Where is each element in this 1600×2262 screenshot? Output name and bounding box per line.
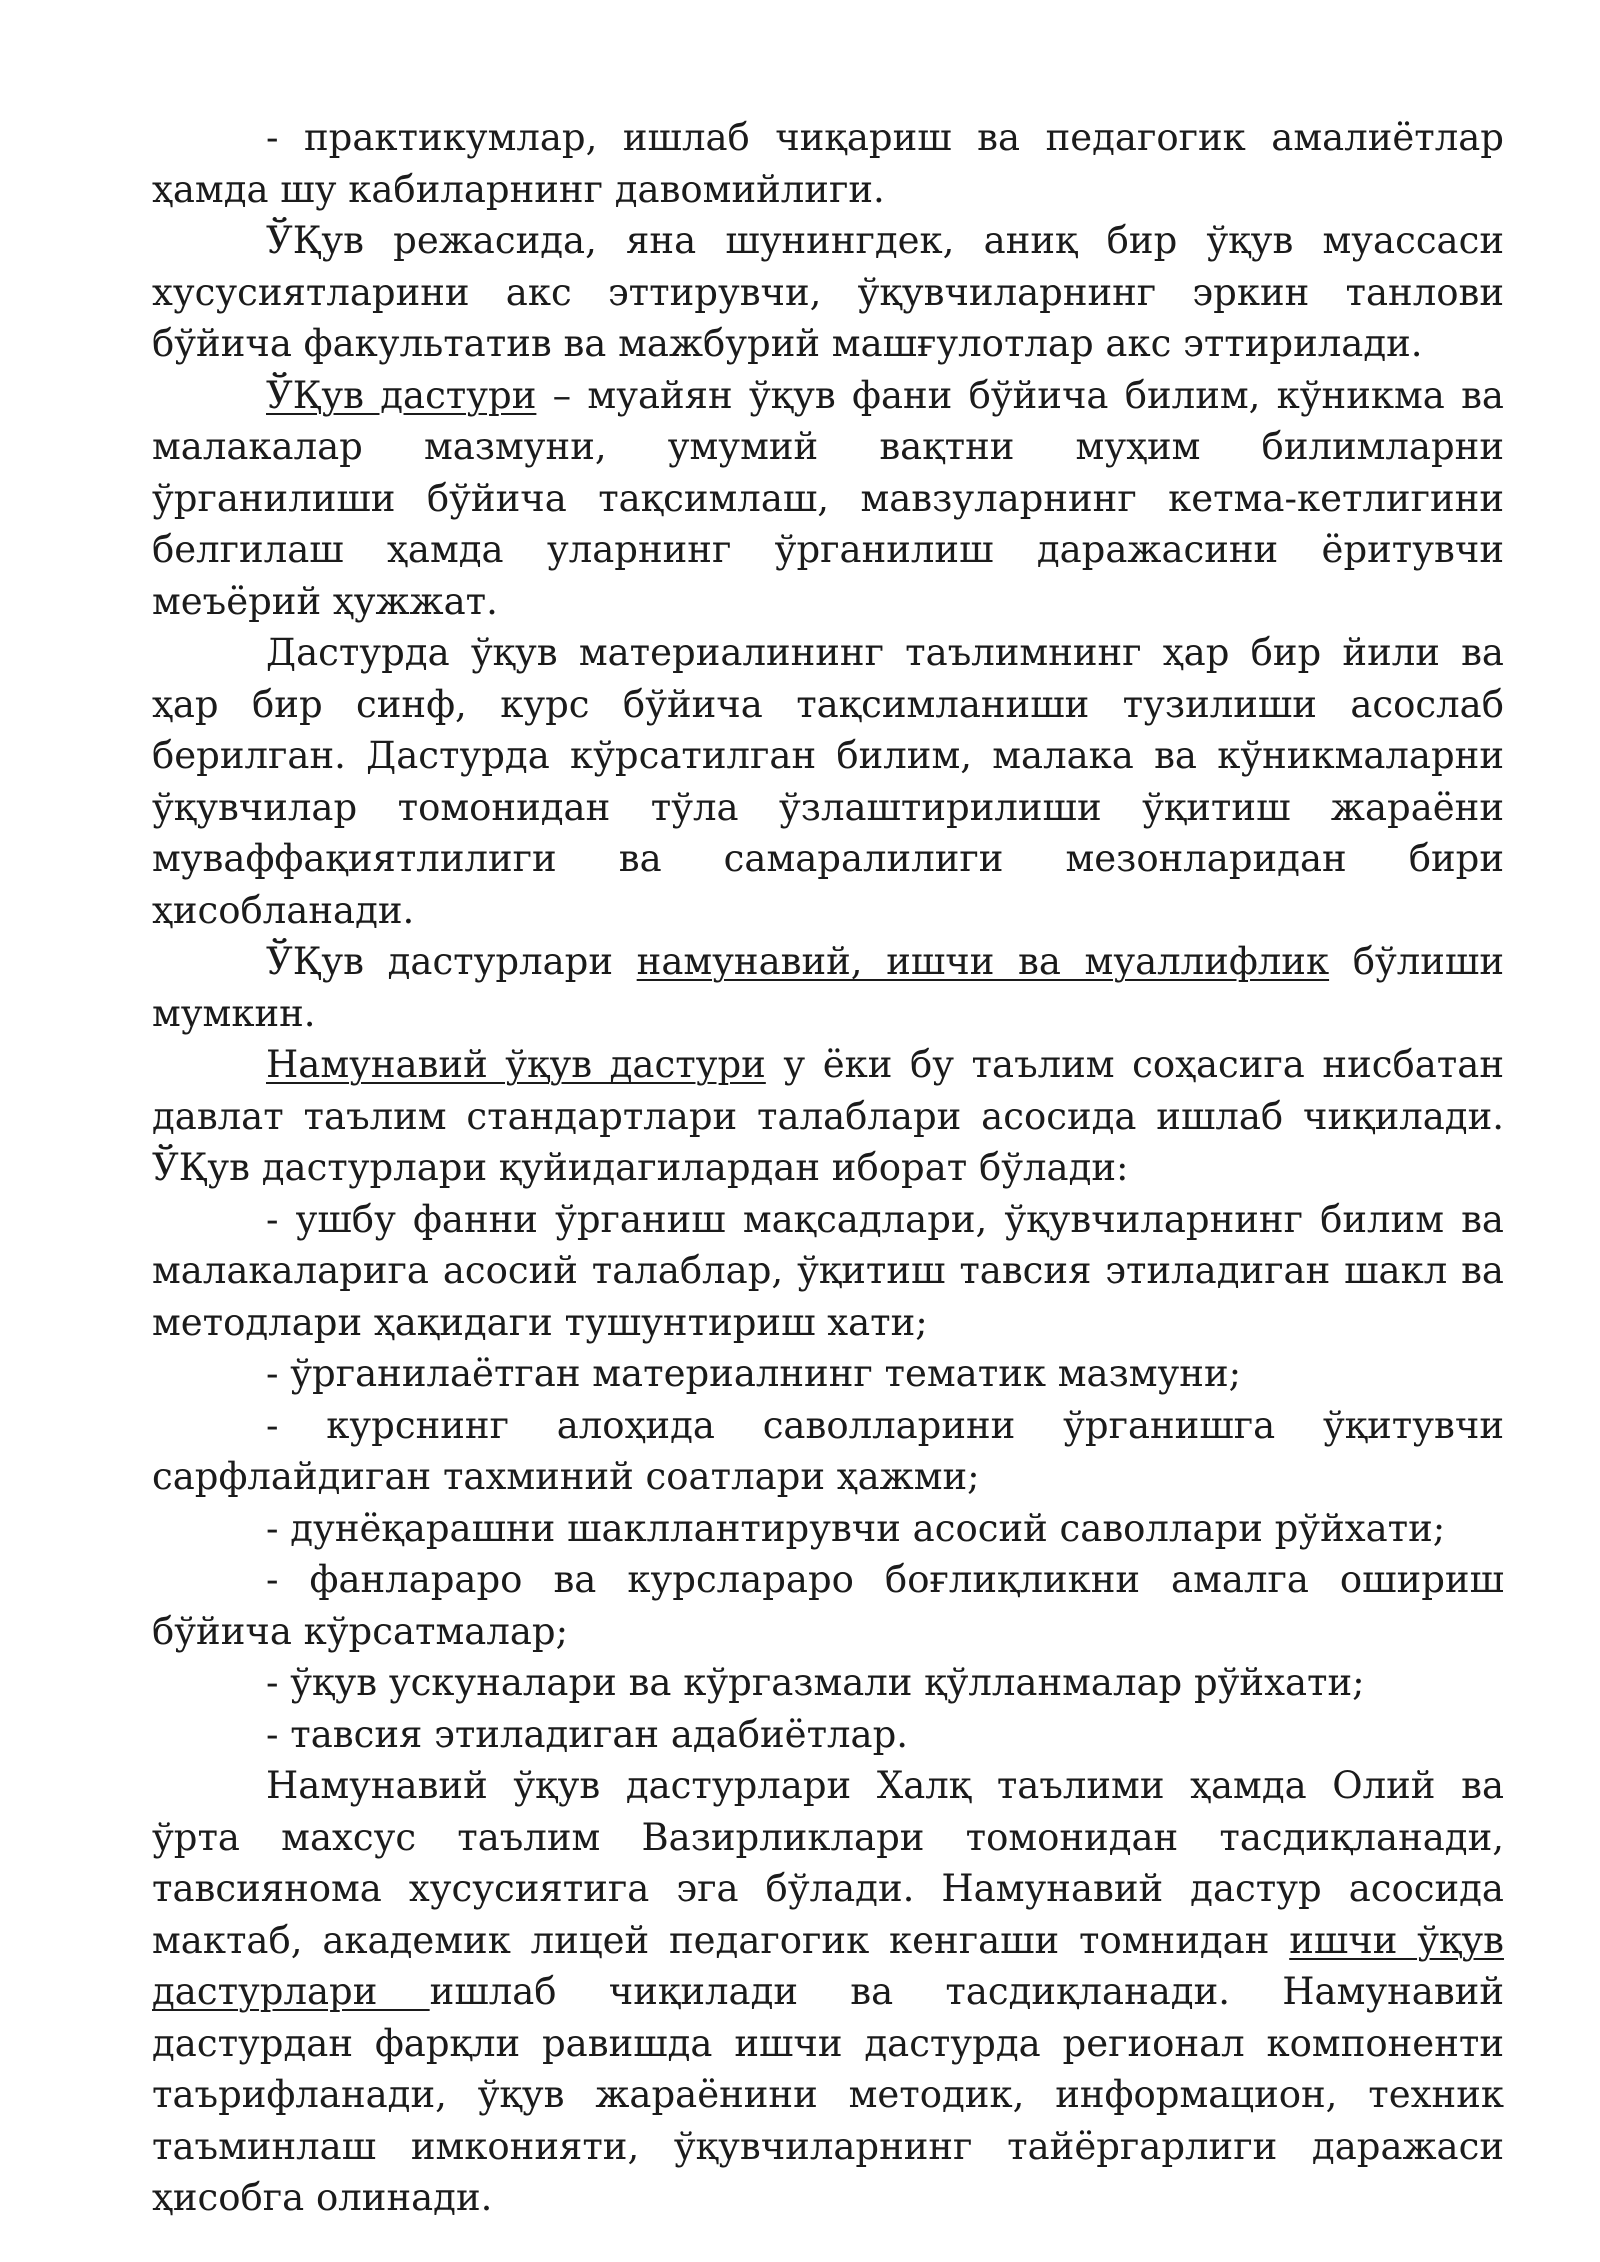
list-item-text: - тавсия этиладиган адабиётлар. [266, 1712, 909, 1756]
list-item [152, 1657, 1504, 1709]
list-item-text: - курснинг алоҳида саволларини ўрганишга ўқитувчи сарфлайдиган тахминий соатлари ҳажми; [152, 1403, 1504, 1498]
document-page [152, 112, 1504, 2224]
list-item-text: - ушбу фанни ўрганиш мақсадлари, ўқувчиларнинг билим ва малакаларига асосий талаблар, ўқитиш тавсия этиладиган шакл ва методлари ҳақидаги тушунтириш хати; [152, 1197, 1504, 1344]
term-curriculum: ЎҚув дастури [266, 373, 537, 417]
paragraph-text: ЎҚув режасида, яна шунингдек, аниқ бир ўқув муассаси хусусиятларини акс эттирувчи, ўқувчиларнинг эркин танлови бўйича факультатив ва мажбурий машғулотлар акс эттирилади. [152, 219, 1504, 365]
paragraph-text: - практикумлар, ишлаб чиқариш ва педагогик амалиётлар ҳамда шу кабиларнинг давомийлиги. [152, 116, 1504, 211]
paragraph-curriculum-definition [152, 370, 1504, 628]
paragraph-text: у ёки бу таълим соҳасига нисбатан давлат таълим стандартлари талаблари асосида ишлаб чиқилади. ЎҚув дастурлари қуйидагилардан иборат бўлади: [152, 1043, 1504, 1189]
term-program-types: намунавий, ишчи ва муаллифлик [636, 940, 1330, 983]
paragraph-approval [152, 1760, 1504, 2224]
paragraph-curriculum-plan [152, 215, 1504, 370]
paragraph-text: бўлиши мумкин. [152, 940, 1504, 1035]
list-item [152, 1554, 1504, 1657]
paragraph-model-program [152, 1039, 1504, 1194]
paragraph-program-structure [152, 627, 1504, 936]
paragraph-text: ЎҚув дастурлари [266, 940, 637, 983]
list-item-text: - ўқув ускуналари ва кўргазмали қўлланмалар рўйхати; [266, 1661, 1365, 1704]
paragraph-text: – муайян ўқув фани бўйича билим, кўникма ва малакалар мазмуни, умумий вақтни муҳим билимларни ўрганилиши бўйича тақсимлаш, мавзуларнинг кетма-кетлигини белгилаш ҳамда уларнинг ўрганилиш даражасини ёритувчи меъёрий ҳужжат. [152, 373, 1504, 623]
term-working-programs: ишчи ўқув дастурлари [152, 1918, 1504, 2013]
list-item [152, 1709, 1504, 1761]
paragraph-program-types [152, 936, 1504, 1039]
list-item [152, 1503, 1504, 1555]
paragraph-text: Намунавий ўқув дастурлари Халқ таълими ҳамда Олий ва ўрта махсус таълим Вазирликлари томонидан тасдиқланади, тавсиянома хусусиятига эга бўлади. Намунавий дастур асосида мактаб, академик лицей педагогик кенгаши томнидан [152, 1764, 1504, 1962]
list-item-text: - ўрганилаётган материалнинг тематик мазмуни; [266, 1352, 1242, 1395]
list-item-text: - дунёқарашни шакллантирувчи асосий саволлари рўйхати; [266, 1506, 1446, 1550]
list-item [152, 1400, 1504, 1503]
term-model-program: Намунавий ўқув дастури [266, 1043, 766, 1086]
paragraph-text: ишлаб чиқилади ва тасдиқланади. Намунавий дастурдан фарқли равишда ишчи дастурда регионал компоненти таърифланади, ўқув жараёнини методик, информацион, техник таъминлаш имконияти, ўқувчиларнинг тайёргарлиги даражаси ҳисобга олинади. [152, 1970, 1504, 2219]
paragraph-practicums [152, 112, 1504, 215]
paragraph-text: Дастурда ўқув материалининг таълимнинг ҳар бир йили ва ҳар бир синф, курс бўйича тақсимланиши тузилиши асослаб берилган. Дастурда кўрсатилган билим, малака ва кўникмаларни ўқувчилар томонидан тўла ўзлаштирилиши ўқитиш жараёни муваффақиятлилиги ва самаралилиги мезонларидан бири ҳисобланади. [152, 631, 1504, 932]
list-item-text: - фанлараро ва курслараро боғлиқликни амалга ошириш бўйича кўрсатмалар; [152, 1558, 1504, 1653]
list-item [152, 1194, 1504, 1349]
list-item [152, 1348, 1504, 1400]
